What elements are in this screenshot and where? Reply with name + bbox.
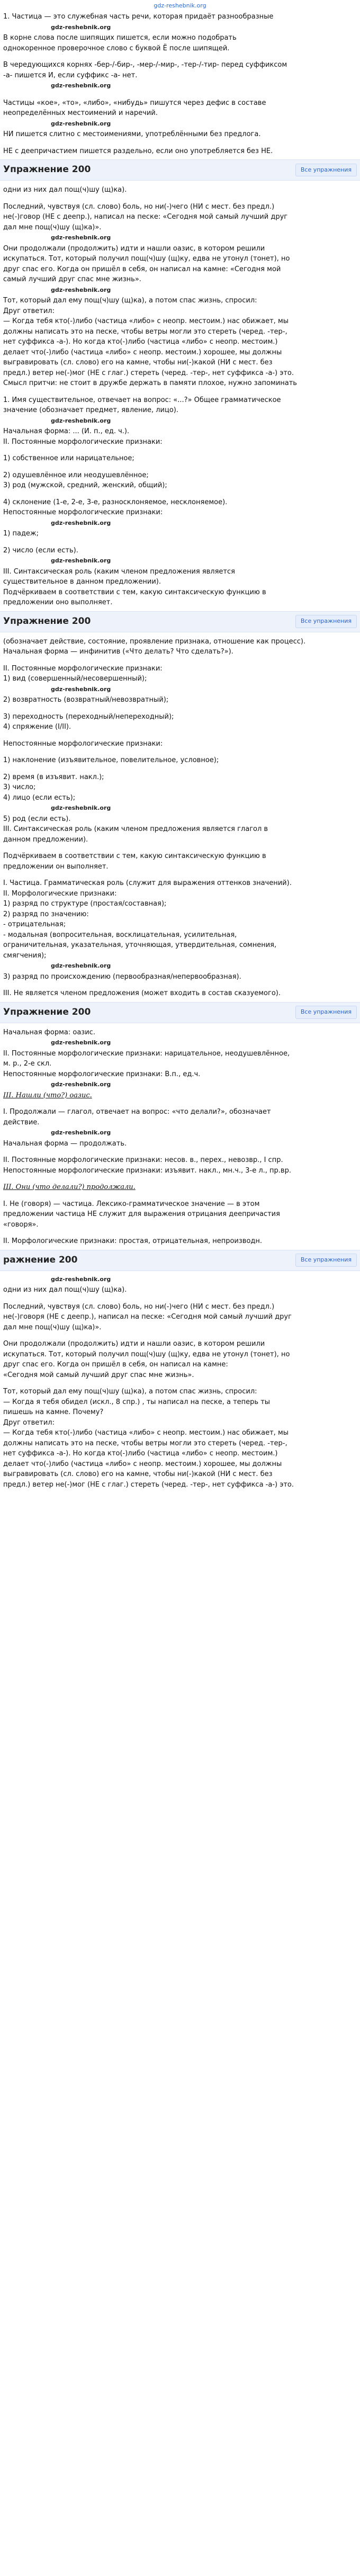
- text-line: однокоренное проверочное слово с буквой Ё после шипящей.: [3, 44, 230, 52]
- exercise-title: Упражнение 200: [3, 1006, 91, 1017]
- text-line: Подчёркиваем в соответствии с тем, какую синтаксическую функцию в: [3, 852, 266, 860]
- text-line: не(-)говор (НЕ с деепр.), написал на песке: «Сегодня мой самый лучший друг: [3, 213, 288, 221]
- text-line: делает что(-)либо (частица «либо» с неопр. местоим.) хорошее, мы должны: [3, 348, 282, 356]
- text-line: 1. Имя существительное, отвечает на вопрос: «...?» Общее грамматическое: [3, 396, 281, 404]
- text-line: 2) возвратность (возвратный/невозвратный);: [3, 696, 169, 704]
- text-line: II. Морфологические признаки: простая, отрицательная, непроизводн.: [3, 1237, 263, 1245]
- exercise-title-truncated: ражнение 200: [3, 1254, 78, 1265]
- all-exercises-button[interactable]: Все упражнения: [295, 615, 357, 628]
- text-line: II. Морфологические признаки:: [3, 889, 117, 898]
- watermark: gdz-reshebnik.org: [51, 1275, 111, 1283]
- text-line: 3) разряд по происхождению (первообразная/непервообразная).: [3, 972, 241, 981]
- text-line: 2) число (если есть).: [3, 546, 78, 554]
- text-line: Начальная форма — инфинитив («Что делать? Что сделать?»).: [3, 648, 233, 656]
- text-line: (обозначает действие, состояние, проявление признака, отношение как процесс).: [3, 637, 306, 646]
- text-line: Начальная форма: оазис.: [3, 1028, 95, 1036]
- text-line: В корне слова после шипящих пишется, если можно подобрать: [3, 34, 237, 42]
- text-line: 1. Частица — это служебная часть речи, которая придаёт разнообразные: [3, 13, 274, 21]
- text-line: 2) время (в изъявит. накл.);: [3, 773, 104, 781]
- text-line: одни из них дал пощ(ч)шу (щ)ка).: [3, 186, 127, 194]
- text-line: искупаться. Тот, который получил пощ(ч)шу (щ)ку, едва не утонул (тонет), но: [3, 255, 290, 263]
- watermark: gdz-reshebnik.org: [51, 82, 111, 89]
- text-line: III. Синтаксическая роль (каким членом предложения является: [3, 567, 235, 576]
- text-line: I. Не (говоря) — частица. Лексико-грамматическое значение — в этом: [3, 1200, 260, 1208]
- text-line: Последний, чувствуя (сл. слово) боль, но ни(-)чего (НИ с мест. без предл.): [3, 202, 275, 211]
- text-line: III. Нашли (что?) оазис.: [3, 1091, 92, 1099]
- text-line: данном предложении).: [3, 835, 88, 844]
- text-line: Частицы «кое», «то», «либо», «нибудь» пишутся через дефис в составе: [3, 99, 266, 107]
- text-line: II. Постоянные морфологические признаки: нарицательное, неодушевлённое,: [3, 1049, 290, 1058]
- exercise-title: Упражнение 200: [3, 164, 91, 175]
- watermark: gdz-reshebnik.org: [51, 1039, 111, 1046]
- text-line: В чередующихся корнях -бер-/-бир-, -мер-/-мир-, -тер-/-тир- перед суффиксом: [3, 61, 287, 69]
- text-line: ограничительная, указательная, уточняющая, утвердительная, сомнения,: [3, 941, 277, 949]
- watermark: gdz-reshebnik.org: [51, 234, 111, 241]
- exercise-title: Упражнение 200: [3, 615, 91, 627]
- text-line: предл.) ветер не(-)мог (НЕ с глаг.) стереть (черед. -тер-, нет суффикса -а-) это.: [3, 1480, 294, 1489]
- text-line: I. Частица. Грамматическая роль (служит для выражения оттенков значений).: [3, 879, 292, 887]
- text-line: II. Постоянные морфологические признаки: несов. в., перех., невозвр., I спр.: [3, 1156, 283, 1164]
- watermark: gdz-reshebnik.org: [51, 685, 111, 693]
- text-line: Друг ответил:: [3, 307, 55, 315]
- text-line: 1) падеж;: [3, 530, 39, 538]
- text-line: «говоря».: [3, 1220, 39, 1229]
- text-line: III. Они (что делали?) продолжали.: [3, 1183, 136, 1191]
- exercise-header: [0, 159, 360, 181]
- text-line: Начальная форма: ... (И. п., ед. ч.).: [3, 427, 130, 435]
- text-line: 1) вид (совершенный/несовершенный);: [3, 675, 147, 683]
- watermark: gdz-reshebnik.org: [51, 557, 111, 564]
- text-line: - отрицательная;: [3, 920, 66, 928]
- text-line: 4) склонение (1-е, 2-е, 3-е, разносклоняемое, несклоняемое).: [3, 498, 228, 506]
- text-line: предложении оно выполняет.: [3, 598, 113, 606]
- text-line: действие.: [3, 1118, 40, 1126]
- all-exercises-button[interactable]: Все упражнения: [295, 1254, 357, 1267]
- text-line: Непостоянные морфологические признаки: В.п., ед.ч.: [3, 1070, 201, 1078]
- text-line: предложении частица НЕ служит для выражения отрицания деепричастия: [3, 1210, 280, 1218]
- text-line: -а- пишется И, если суффикс -а- нет.: [3, 71, 138, 79]
- text-line: 3) род (мужской, средний, женский, общий);: [3, 481, 167, 489]
- watermark: gdz-reshebnik.org: [51, 804, 111, 811]
- text-line: дал мне пощ(ч)шу (щ)ка)».: [3, 1323, 102, 1331]
- text-line: Они продолжали (продолжить) идти и нашли оазис, в котором решили: [3, 244, 265, 253]
- text-line: II. Постоянные морфологические признаки:: [3, 664, 163, 673]
- text-line: НЕ с деепричастием пишется раздельно, если оно употребляется без НЕ.: [3, 147, 273, 155]
- text-line: самый лучший друг спас мне жизнь».: [3, 275, 141, 283]
- text-line: существительное в данном предложении).: [3, 578, 161, 586]
- watermark: gdz-reshebnik.org: [51, 1081, 111, 1088]
- all-exercises-button[interactable]: Все упражнения: [295, 1006, 357, 1019]
- text-line: 4) спряжение (I/II).: [3, 723, 71, 731]
- text-line: пишешь на камне. Почему?: [3, 1408, 104, 1416]
- text-line: Последний, чувствуя (сл. слово) боль, но ни(-)чего (НИ с мест. без предл.): [3, 1302, 275, 1311]
- text-line: — Когда я тебя обидел (искл., 8 спр.) , ты написал на песке, а теперь ты: [3, 1398, 271, 1406]
- text-line: смягчения);: [3, 951, 47, 960]
- text-line: II. Постоянные морфологические признаки:: [3, 437, 163, 446]
- text-line: 3) число;: [3, 783, 36, 791]
- watermark: gdz-reshebnik.org: [51, 286, 111, 293]
- site-title[interactable]: gdz-reshebnik.org: [154, 2, 206, 9]
- watermark: gdz-reshebnik.org: [51, 519, 111, 526]
- text-line: делает что(-)либо (частица «либо» с неопр. местоим.) хорошее, мы должны: [3, 1460, 282, 1468]
- text-line: 1) собственное или нарицательное;: [3, 454, 134, 462]
- site-header[interactable]: [0, 0, 360, 12]
- text-line: Друг ответил:: [3, 1418, 55, 1427]
- exercise-header: [0, 1002, 360, 1023]
- text-line: одни из них дал пощ(ч)шу (щ)ка).: [3, 1286, 127, 1294]
- text-line: нет суффикса -а-). Но когда кто(-)либо (частица «либо» с неопр. местоим.): [3, 338, 278, 346]
- text-line: Начальная форма — продолжать.: [3, 1139, 127, 1148]
- text-line: 2) одушевлённое или неодушевлённое;: [3, 471, 149, 479]
- text-line: нет суффикса -а-). Но когда кто(-)либо (частица «либо» с неопр. местоим.): [3, 1450, 278, 1457]
- text-line: — Когда тебя кто(-)либо (частица «либо» с неопр. местоим.) нас обижает, мы: [3, 1429, 289, 1437]
- text-line: 1) разряд по структуре (простая/составная);: [3, 900, 167, 908]
- watermark: gdz-reshebnik.org: [51, 120, 111, 127]
- text-line: Непостоянные морфологические признаки:: [3, 739, 163, 748]
- text-line: III. Не является членом предложения (может входить в состав сказуемого).: [3, 989, 281, 997]
- text-line: Они продолжали (продолжить) идти и нашли оазис, в котором решили: [3, 1340, 265, 1348]
- text-line: 4) лицо (если есть);: [3, 793, 76, 802]
- watermark: gdz-reshebnik.org: [51, 962, 111, 969]
- text-line: Смысл притчи: не стоит в дружбе держать в памяти плохое, нужно запоминать: [3, 379, 297, 387]
- text-line: I. Продолжали — глагол, отвечает на вопрос: «что делали?», обозначает: [3, 1108, 271, 1116]
- panel-verb-particle: [0, 637, 360, 999]
- text-line: — Когда тебя кто(-)либо (частица «либо» с неопр. местоим.) нас обижает, мы: [3, 317, 289, 325]
- panel-analysis: [0, 1027, 360, 1247]
- panel-text: [0, 185, 360, 608]
- text-line: Непостоянные морфологические признаки: изъявит. накл., мн.ч., 3-е л., пр.вр.: [3, 1166, 291, 1175]
- text-line: 3) переходность (переходный/непереходный);: [3, 712, 174, 721]
- text-line: Тот, который дал ему пощ(ч)шу (щ)ка), а потом спас жизнь, спросил:: [3, 297, 257, 305]
- text-line: 2) разряд по значению:: [3, 910, 89, 918]
- text-line: «Сегодня мой самый лучший друг спас мне жизнь».: [3, 1371, 194, 1379]
- exercise-header: [0, 1250, 360, 1271]
- text-line: м. р., 2-е скл.: [3, 1060, 52, 1068]
- text-line: выгравировать (сл. слово) его на камне, чтобы ни(-)какой (НИ с мест. без: [3, 1470, 273, 1478]
- text-line: неопределённых местоимений и наречий.: [3, 109, 158, 117]
- text-line: НИ пишется слитно с местоимениями, употреблёнными без предлога.: [3, 130, 261, 138]
- panel-text-repeat: [0, 1275, 360, 1490]
- exercise-header: [0, 611, 360, 632]
- text-line: друг спас его. Когда он пришёл в себя, он написал на камне:: [3, 1361, 228, 1368]
- watermark: gdz-reshebnik.org: [51, 23, 111, 31]
- text-line: дал мне пощ(ч)шу (щ)ка)».: [3, 223, 102, 231]
- text-line: 1) наклонение (изъявительное, повелительное, условное);: [3, 756, 219, 764]
- panel-rules: [0, 12, 360, 156]
- text-line: значение (обозначает предмет, явление, лицо).: [3, 406, 179, 414]
- text-line: предл.) ветер не(-)мог (НЕ с глаг.) стереть (черед. -тер-, нет суффикса -а-) это.: [3, 369, 294, 377]
- watermark: gdz-reshebnik.org: [51, 1129, 111, 1136]
- text-line: 5) род (если есть).: [3, 815, 71, 823]
- text-line: - модальная (вопросительная, восклицательная, усилительная,: [3, 931, 237, 939]
- text-line: должны написать это на песке, чтобы ветры могли это стереть (черед. -тер-,: [3, 1439, 287, 1447]
- text-line: друг спас его. Когда он пришёл в себя, он написал на камне: «Сегодня мой: [3, 265, 281, 273]
- text-line: Непостоянные морфологические признаки:: [3, 508, 163, 516]
- text-line: выгравировать (сл. слово) его на камне, чтобы ни(-)какой (НИ с мест. без: [3, 359, 273, 366]
- text-line: III. Синтаксическая роль (каким членом предложения является глагол в: [3, 825, 268, 833]
- all-exercises-button[interactable]: Все упражнения: [295, 164, 357, 177]
- text-line: предложении он выполняет.: [3, 862, 109, 871]
- text-line: Тот, который дал ему пощ(ч)шу (щ)ка), а потом спас жизнь, спросил:: [3, 1388, 257, 1396]
- text-line: не(-)говоря (НЕ с деепр.), написал на песке: «Сегодня мой самый лучший друг: [3, 1313, 292, 1321]
- text-line: искупаться. Тот, который получил пощ(ч)шу (щ)ку, едва не утонул (тонет), но: [3, 1350, 290, 1358]
- text-line: должны написать это на песке, чтобы ветры могли это стереть (черед. -тер-,: [3, 327, 287, 336]
- text-line: Подчёркиваем в соответствии с тем, какую синтаксическую функцию в: [3, 588, 266, 596]
- watermark: gdz-reshebnik.org: [51, 417, 111, 424]
